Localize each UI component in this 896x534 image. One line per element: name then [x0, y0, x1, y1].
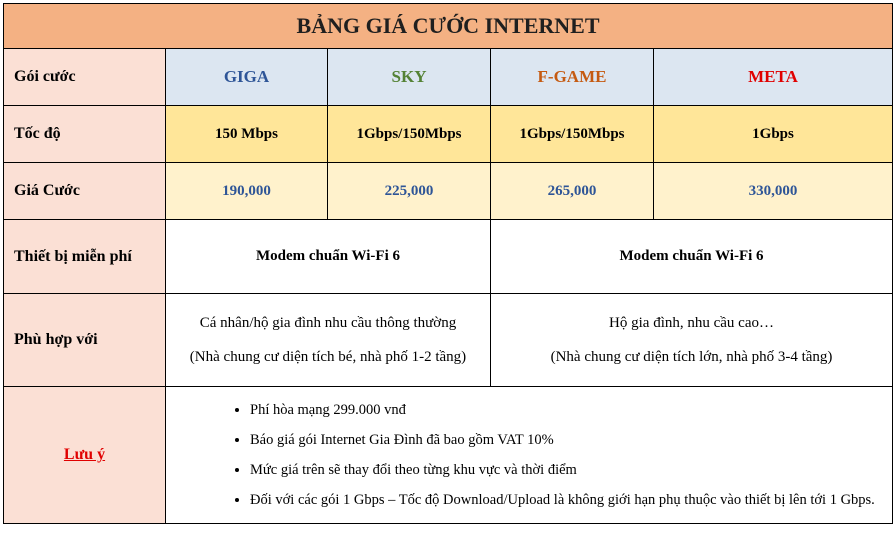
- speed-meta: 1Gbps: [654, 106, 893, 163]
- label-plan: Gói cước: [4, 49, 166, 106]
- label-note: Lưu ý: [4, 387, 166, 524]
- label-device: Thiết bị miễn phí: [4, 220, 166, 294]
- note-row: [4, 387, 893, 524]
- fit-right-line2: (Nhà chung cư diện tích lớn, nhà phố 3-4 tầng): [550, 349, 833, 365]
- fit-left-line1: Cá nhân/hộ gia đình nhu cầu thông thường: [199, 315, 457, 331]
- speed-fgame: 1Gbps/150Mbps: [491, 106, 654, 163]
- table-title: BẢNG GIÁ CƯỚC INTERNET: [4, 4, 893, 49]
- notes-cell: [166, 387, 893, 524]
- fit-left: [166, 294, 491, 387]
- fit-right-line1: Hộ gia đình, nhu cầu cao…: [609, 315, 774, 331]
- label-speed: Tốc độ: [4, 106, 166, 163]
- price-sky: 225,000: [328, 163, 491, 220]
- plan-row: [4, 49, 893, 106]
- note-item: • Báo giá gói Internet Gia Đình đã bao gồm VAT 10%: [250, 431, 878, 450]
- note-item: • Phí hòa mạng 299.000 vnđ: [250, 401, 878, 420]
- fit-row: [4, 294, 893, 387]
- speed-sky: 1Gbps/150Mbps: [328, 106, 491, 163]
- speed-row: [4, 106, 893, 163]
- notes-list: [166, 401, 892, 510]
- plan-giga: GIGA: [166, 49, 328, 106]
- plan-fgame: F-GAME: [491, 49, 654, 106]
- price-table: [3, 3, 893, 524]
- label-fit: Phù hợp với: [4, 294, 166, 387]
- plan-sky: SKY: [328, 49, 491, 106]
- device-row: [4, 220, 893, 294]
- price-row: [4, 163, 893, 220]
- price-fgame: 265,000: [491, 163, 654, 220]
- speed-giga: 150 Mbps: [166, 106, 328, 163]
- label-price: Giá Cước: [4, 163, 166, 220]
- fit-left-line2: (Nhà chung cư diện tích bé, nhà phố 1-2 tầng): [189, 349, 467, 365]
- price-table-container: [3, 3, 892, 531]
- note-item: • Mức giá trên sẽ thay đổi theo từng khu vực và thời điểm: [250, 461, 878, 480]
- note-item: • Đối với các gói 1 Gbps – Tốc độ Download/Upload là không giới hạn phụ thuộc vào thiết bị lên tới 1 Gbps.: [250, 491, 878, 510]
- price-meta: 330,000: [654, 163, 893, 220]
- title-row: [4, 4, 893, 49]
- price-giga: 190,000: [166, 163, 328, 220]
- fit-right: [491, 294, 893, 387]
- device-left: Modem chuẩn Wi-Fi 6: [166, 220, 491, 294]
- plan-meta: META: [654, 49, 893, 106]
- device-right: Modem chuẩn Wi-Fi 6: [491, 220, 893, 294]
